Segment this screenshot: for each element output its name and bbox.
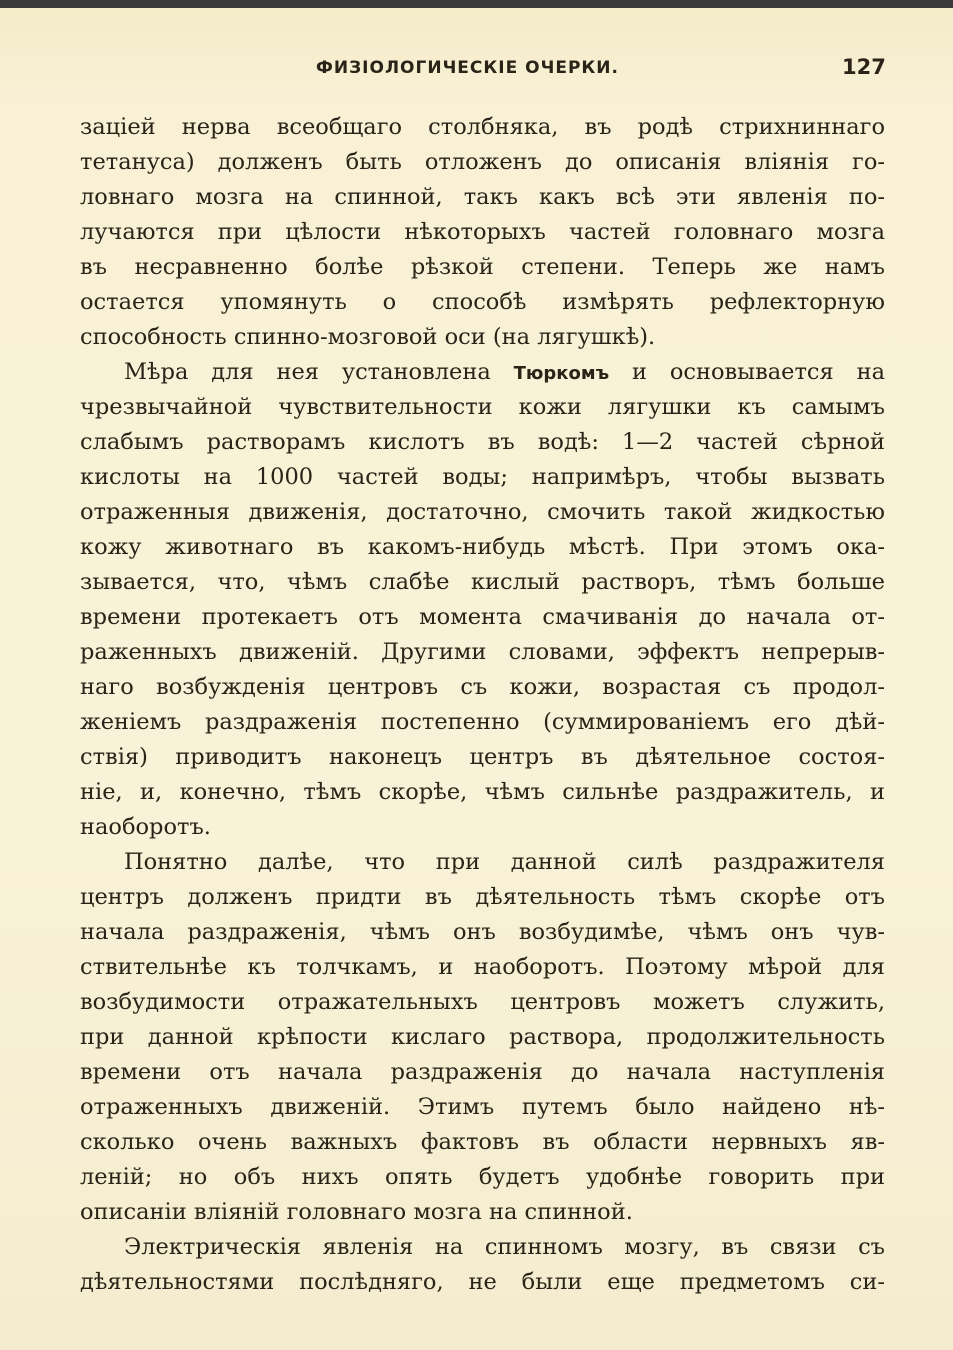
text-line: остается упомянуть о способѣ измѣрять рефлекторную — [80, 289, 885, 315]
running-title: ФИЗIОЛОГИЧЕСКIЕ ОЧЕРКИ. — [316, 58, 619, 78]
text-line: начала раздраженія, чѣмъ онъ возбудимѣе, чѣмъ онъ чув- — [80, 919, 885, 945]
text-line: сколько очень важныхъ фактовъ въ области нервныхъ яв- — [80, 1129, 885, 1155]
text-line: заціей нерва всеобщаго столбняка, въ родѣ стрихниннаго — [80, 114, 885, 140]
text-line: ніе, и, конечно, тѣмъ скорѣе, чѣмъ сильнѣе раздражитель, и — [80, 779, 885, 805]
text-segment: Мѣра для нея установлена — [124, 359, 491, 385]
body-text — [80, 110, 885, 1300]
text-line: въ несравненно болѣе рѣзкой степени. Теперь же намъ — [80, 254, 885, 280]
text-line: чрезвычайной чувствительности кожи лягушки къ самымъ — [80, 394, 885, 420]
text-line: лучаются при цѣлости нѣкоторыхъ частей головнаго мозга — [80, 219, 885, 245]
paragraph-start-line — [80, 355, 885, 390]
text-line: зывается, что, чѣмъ слабѣе кислый растворъ, тѣмъ больше — [80, 569, 885, 595]
text-line: при данной крѣпости кислаго раствора, продолжительность — [80, 1024, 885, 1050]
text-line: центръ долженъ придти въ дѣятельность тѣмъ скорѣе отъ — [80, 884, 885, 910]
text-line: ствія) приводитъ наконецъ центръ въ дѣятельное состоя- — [80, 744, 885, 770]
text-line: тетануса) долженъ быть отложенъ до описанія вліянія го- — [80, 149, 885, 175]
text-line: отраженныхъ движеній. Этимъ путемъ было найдено нѣ- — [80, 1094, 885, 1120]
text-line: женіемъ раздраженія постепенно (суммированіемъ его дѣй- — [80, 709, 885, 735]
text-line: ловнаго мозга на спинной, такъ какъ всѣ эти явленія по- — [80, 184, 885, 210]
text-line: отраженныя движенія, достаточно, смочить такой жидкостью — [80, 499, 885, 525]
text-line: времени отъ начала раздраженія до начала наступленія — [80, 1059, 885, 1085]
paragraph-end-line: наоборотъ. — [80, 814, 211, 840]
text-line: раженныхъ движеній. Другими словами, эффектъ непрерыв- — [80, 639, 885, 665]
text-line: ствительнѣе къ толчкамъ, и наоборотъ. Поэтому мѣрой для — [80, 954, 885, 980]
paragraph-end-line: способность спинно-мозговой оси (на лягушкѣ). — [80, 324, 656, 350]
author-name: Тюркомъ — [513, 363, 610, 384]
text-line: возбудимости отражательныхъ центровъ можетъ служить, — [80, 989, 885, 1015]
paragraph-start-line: Понятно далѣе, что при данной силѣ раздражителя — [124, 849, 885, 875]
page-number: 127 — [842, 55, 886, 79]
text-line: леній; но объ нихъ опять будетъ удобнѣе говорить при — [80, 1164, 885, 1190]
text-line: времени протекаетъ отъ момента смачиванія до начала от- — [80, 604, 885, 630]
text-line: кожу животнаго въ какомъ-нибудь мѣстѣ. При этомъ ока- — [80, 534, 885, 560]
text-line: слабымъ растворамъ кислотъ въ водѣ: 1—2 частей сѣрной — [80, 429, 885, 455]
text-segment: и основывается на — [631, 359, 885, 385]
paragraph-end-line: описаніи вліяній головнаго мозга на спинной. — [80, 1199, 633, 1225]
text-line: дѣятельностями послѣдняго, не были еще предметомъ си- — [80, 1269, 885, 1295]
paragraph-start-line: Электрическія явленія на спинномъ мозгу, въ связи съ — [124, 1234, 885, 1260]
text-line: наго возбужденія центровъ съ кожи, возрастая съ продол- — [80, 674, 885, 700]
page-top-edge — [0, 0, 953, 8]
text-line: кислоты на 1000 частей воды; напримѣръ, чтобы вызвать — [80, 464, 885, 490]
